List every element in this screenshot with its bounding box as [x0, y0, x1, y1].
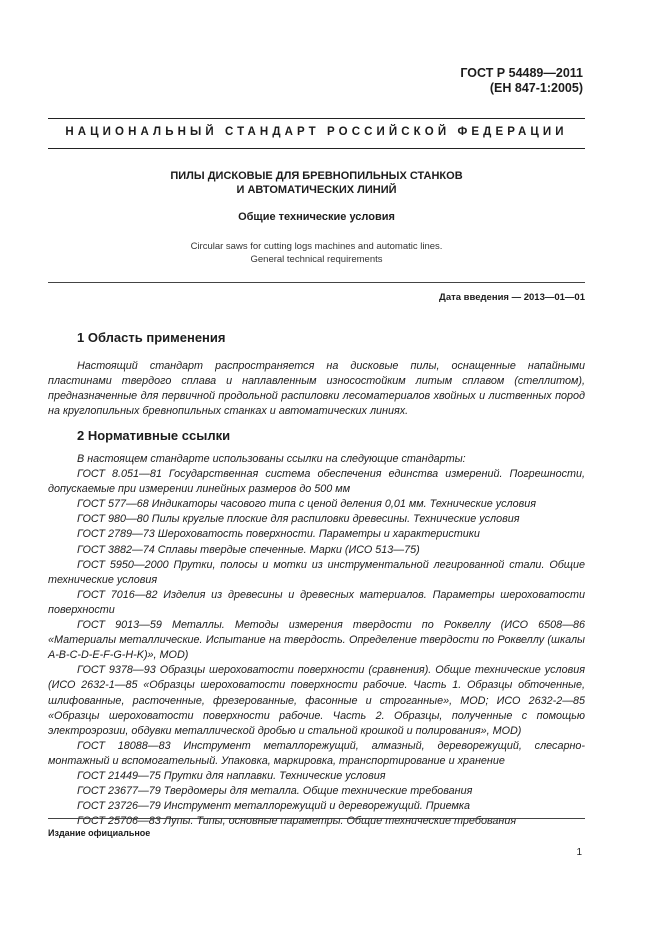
- document-number: ГОСТ Р 54489—2011: [460, 66, 583, 80]
- top-rule: [48, 118, 585, 119]
- english-title: [48, 240, 585, 266]
- reference-item: ГОСТ 577—68 Индикаторы часового типа с ценой деления 0,01 мм. Технические условия: [77, 498, 537, 511]
- english-title-line2: General technical requirements: [250, 254, 383, 265]
- page-number: 1: [576, 847, 582, 858]
- standard-title-line2: И АВТОМАТИЧЕСКИХ ЛИНИЙ: [236, 184, 397, 196]
- reference-item: ГОСТ 8.051—81 Государственная система обеспечения единства измерений. Погрешности, допускаемые при измерении линейных размеров до 500 мм: [48, 468, 585, 496]
- title-rule: [48, 148, 585, 149]
- standard-subtitle: Общие технические условия: [238, 211, 395, 223]
- section2-heading: 2 Нормативные ссылки: [77, 428, 231, 443]
- reference-item: ГОСТ 7016—82 Изделия из древесины и древесных материалов. Параметры шероховатости поверхности: [48, 588, 585, 616]
- introduction-date: Дата введения — 2013—01—01: [439, 292, 585, 303]
- reference-item: ГОСТ 25706—83 Лупы. Типы, основные параметры. Общие технические требования: [77, 815, 517, 828]
- reference-item: ГОСТ 23677—79 Твердомеры для металла. Общие технические требования: [77, 785, 473, 798]
- reference-item: ГОСТ 23726—79 Инструмент металлорежущий и дереворежущий. Приемка: [77, 800, 470, 813]
- national-standard-title: НАЦИОНАЛЬНЫЙ СТАНДАРТ РОССИЙСКОЙ ФЕДЕРАЦИИ: [65, 126, 568, 138]
- document-number-en: (ЕН 847-1:2005): [489, 81, 583, 95]
- english-title-line1: Circular saws for cutting logs machines and automatic lines.: [190, 241, 443, 252]
- reference-item: ГОСТ 3882—74 Сплавы твердые спеченные. Марки (ИСО 513—75): [77, 543, 420, 556]
- reference-item: ГОСТ 2789—73 Шероховатость поверхности. Параметры и характеристики: [77, 528, 480, 541]
- reference-item: ГОСТ 21449—75 Прутки для наплавки. Технические условия: [77, 769, 386, 782]
- reference-item: ГОСТ 9378—93 Образцы шероховатости поверхности (сравнения). Общие технические условия (ИСО 2632-1—85 «Образцы шероховатости поверхности рабочие. Часть 1. Образцы обточенные, шлифованные, расточенные, фрезерованные, фасонные и строганные», MOD; ИСО 2632-2—85 «Образцы шероховатости поверхности рабочие. Часть 2. Образцы, полученные с помощью электроэрозии, обдувки металлической дробью и стальной крошкой и полирования», MOD): [48, 664, 585, 737]
- reference-item: ГОСТ 5950—2000 Прутки, полосы и мотки из инструментальной легированной стали. Общие технические условия: [48, 558, 585, 586]
- reference-item: ГОСТ 18088—83 Инструмент металлорежущий, алмазный, дереворежущий, слесарно-монтажный и вспомогательный. Упаковка, маркировка, транспортирование и хранение: [48, 739, 585, 767]
- section1-heading: 1 Область применения: [77, 330, 226, 345]
- section2-intro: В настоящем стандарте использованы ссылки на следующие стандарты:: [77, 453, 466, 465]
- reference-item: ГОСТ 980—80 Пилы круглые плоские для распиловки древесины. Технические условия: [77, 513, 520, 526]
- standard-title: [48, 169, 585, 197]
- edition-label: Издание официальное: [48, 828, 151, 838]
- standard-title-line1: ПИЛЫ ДИСКОВЫЕ ДЛЯ БРЕВНОПИЛЬНЫХ СТАНКОВ: [170, 170, 463, 182]
- date-rule: [48, 282, 585, 283]
- reference-item: ГОСТ 9013—59 Металлы. Методы измерения твердости по Роквеллу (ИСО 6508—86 «Материалы металлические. Испытание на твердость. Определение твердости по Роквеллу (шкалы A-B-C-D-E-F-G-H-K)», MOD): [48, 619, 585, 662]
- section1-body: [48, 359, 585, 419]
- footer-rule: [48, 818, 585, 819]
- document-number-block: [460, 66, 583, 96]
- section2-body: [48, 452, 585, 829]
- section1-paragraph: Настоящий стандарт распространяется на дисковые пилы, оснащенные напайными пластинами твердого сплава и наплавленным износостойким литым сплавом (стеллитом), предназначенные для первичной продольной распиловки лесоматериалов хвойных и лиственных пород на круглопильных бревнопильных станках и автоматических линиях.: [48, 360, 585, 418]
